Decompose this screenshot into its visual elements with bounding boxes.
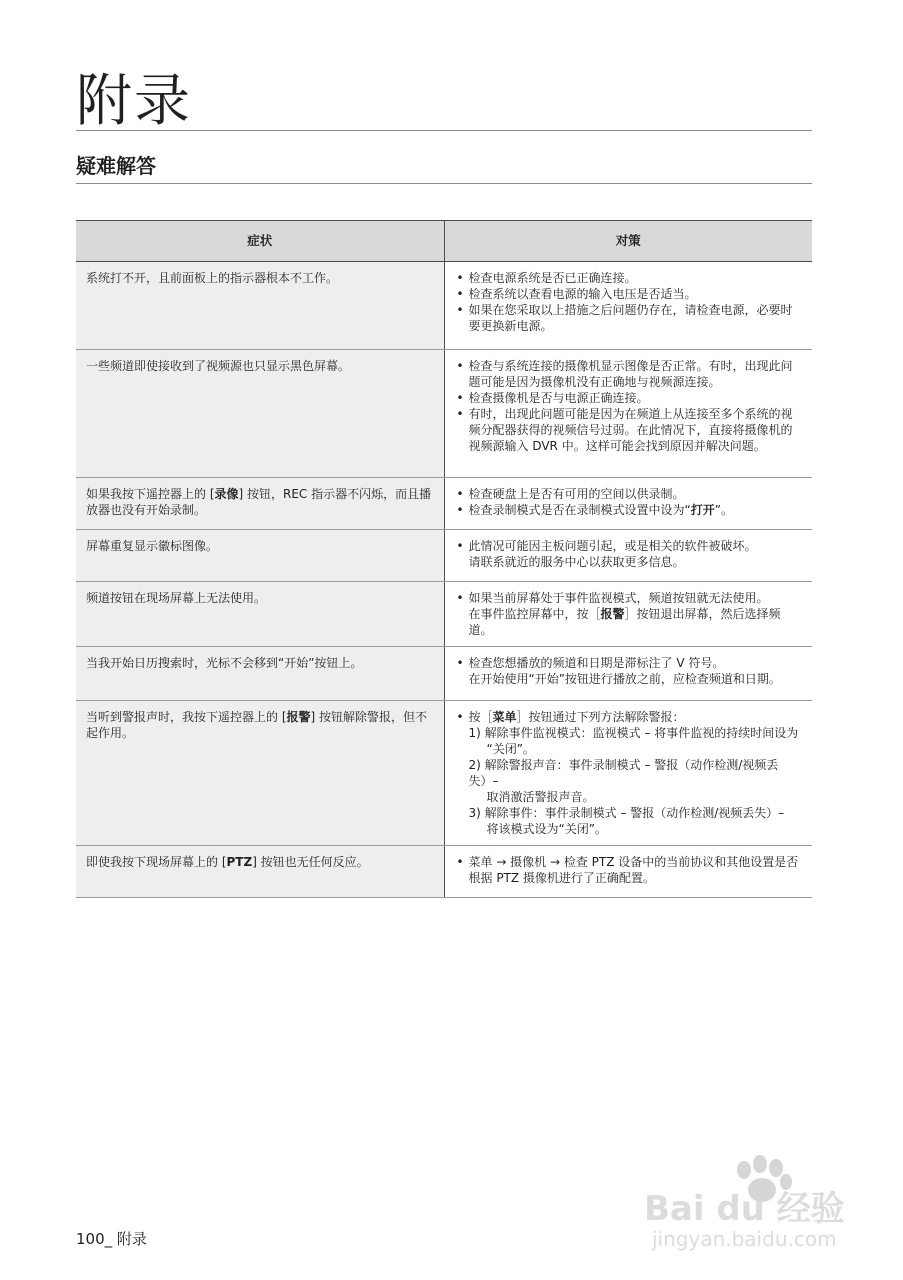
list-item: • 检查您想播放的频道和日期是滞标注了 V 符号。 在开始使用“开始”按钮进行播放之前，应检查频道和日期。 xyxy=(457,655,803,687)
key-record: 录像 xyxy=(214,487,239,501)
symptom-cell: 即使我按下现场屏幕上的 [PTZ] 按钮也无任何反应。 xyxy=(76,846,444,898)
troubleshooting-table xyxy=(76,220,812,898)
step-1-cont: “关闭”。 xyxy=(486,742,535,756)
solution-cell xyxy=(444,846,812,898)
list-item: • 按［菜单］按钮通过下列方法解除警报： xyxy=(457,709,803,725)
symptom-cell: 频道按钮在现场屏幕上无法使用。 xyxy=(76,582,444,647)
table-header-row xyxy=(76,221,812,262)
solution-cell xyxy=(444,478,812,530)
section-title: 疑难解答 xyxy=(76,154,156,178)
symptom-cell: 当我开始日历搜索时，光标不会移到“开始”按钮上。 xyxy=(76,647,444,701)
table-row xyxy=(76,582,812,647)
step-3: 3) 解除事件：事件录制模式 – 警报（动作检测/视频丢失）– xyxy=(468,806,785,820)
key-ptz: PTZ xyxy=(226,855,253,869)
symptom-cell: 当听到警报声时，我按下遥控器上的 [报警] 按钮解除警报，但不起作用。 xyxy=(76,701,444,846)
step-2-cont: 取消激活警报声音。 xyxy=(486,790,595,804)
symptom-cell: 如果我按下遥控器上的 [录像] 按钮，REC 指示器不闪烁，而且播放器也没有开始录制。 xyxy=(76,478,444,530)
table-row xyxy=(76,846,812,898)
list-item: • 检查系统以查看电源的输入电压是否适当。 xyxy=(457,286,803,302)
table-row xyxy=(76,701,812,846)
chapter-title: 附录 xyxy=(76,69,192,134)
solution-cell xyxy=(444,350,812,478)
list-item: • 此情况可能因主板问题引起，或是相关的软件被破坏。 请联系就近的服务中心以获取更多信息。 xyxy=(457,538,803,570)
symptom-cell: 屏幕重复显示徽标图像。 xyxy=(76,530,444,582)
solution-cell xyxy=(444,701,812,846)
list-item: • 检查摄像机是否与电源正确连接。 xyxy=(457,390,803,406)
key-alarm: 报警 xyxy=(286,710,311,724)
table-row xyxy=(76,478,812,530)
watermark-brand: Bai du 经验 xyxy=(644,1189,845,1229)
table-row xyxy=(76,530,812,582)
list-item: • 检查电源系统是否已正确连接。 xyxy=(457,270,803,286)
title-rule xyxy=(76,130,812,131)
step-2: 2) 解除警报声音：事件录制模式 – 警报（动作检测/视频丢失）– xyxy=(468,758,779,788)
symptom-cell: 系统打不开，且前面板上的指示器根本不工作。 xyxy=(76,262,444,350)
table-row xyxy=(76,262,812,350)
header-symptom: 症状 xyxy=(76,221,444,262)
section-rule xyxy=(76,183,812,184)
header-solution: 对策 xyxy=(444,221,812,262)
solution-cell xyxy=(444,530,812,582)
solution-cell xyxy=(444,262,812,350)
list-item: • 菜单 → 摄像机 → 检查 PTZ 设备中的当前协议和其他设置是否根据 PTZ 摄像机进行了正确配置。 xyxy=(457,854,803,886)
list-item: • 检查与系统连接的摄像机显示图像是否正常。有时，出现此问题可能是因为摄像机没有正确地与视频源连接。 xyxy=(457,358,803,390)
table-row xyxy=(76,350,812,478)
list-item: • 检查录制模式是否在录制模式设置中设为“打开”。 xyxy=(457,502,803,518)
solution-cell xyxy=(444,582,812,647)
page-number: 100_ 附录 xyxy=(76,1230,147,1248)
watermark-logo xyxy=(640,1150,850,1260)
symptom-cell: 一些频道即使接收到了视频源也只显示黑色屏幕。 xyxy=(76,350,444,478)
list-item: • 如果当前屏幕处于事件监视模式，频道按钮就无法使用。 在事件监控屏幕中，按［报警］按钮退出屏幕，然后选择频道。 xyxy=(457,590,803,638)
baidu-paw-icon xyxy=(640,1150,850,1260)
list-item: • 检查硬盘上是否有可用的空间以供录制。 xyxy=(457,486,803,502)
list-item: • 如果在您采取以上措施之后问题仍存在，请检查电源，必要时要更换新电源。 xyxy=(457,302,803,334)
solution-cell xyxy=(444,647,812,701)
watermark-url: jingyan.baidu.com xyxy=(652,1227,837,1251)
list-item: • 有时，出现此问题可能是因为在频道上从连接至多个系统的视频分配器获得的视频信号过弱。在此情况下，直接将摄像机的视频源输入 DVR 中。这样可能会找到原因并解决问题。 xyxy=(457,406,803,454)
step-3-cont: 将该模式设为“关闭”。 xyxy=(486,822,607,836)
step-1: 1) 解除事件监视模式：监视模式 – 将事件监视的持续时间设为 xyxy=(468,726,799,740)
table-row xyxy=(76,647,812,701)
